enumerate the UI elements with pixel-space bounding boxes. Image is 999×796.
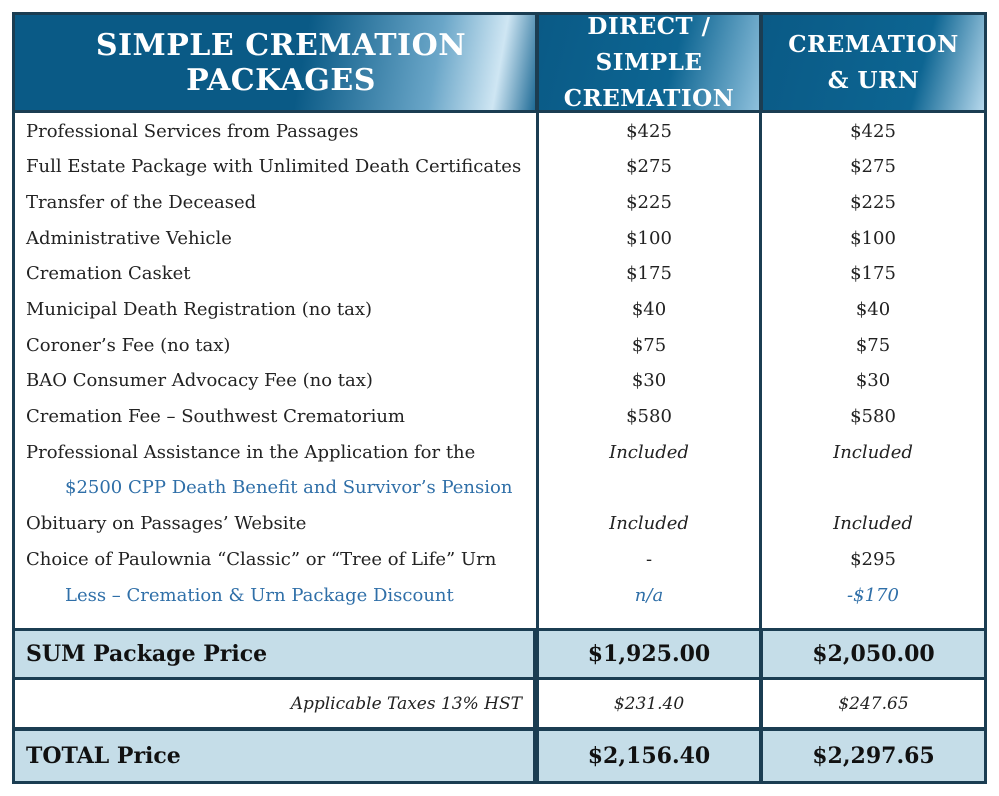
table-row: [15, 471, 984, 507]
total-value-direct-cell: [539, 731, 759, 781]
sum-value-urn-cell: [763, 631, 984, 677]
row-value-urn: $225: [850, 192, 896, 213]
table-row: [15, 222, 984, 258]
row-value-direct: $275: [626, 156, 672, 177]
table-title: SIMPLE CREMATION PACKAGES: [15, 15, 535, 110]
row-value-direct: $75: [631, 335, 667, 356]
row-value-direct: $40: [631, 299, 667, 320]
tax-value-direct: $231.40: [613, 693, 685, 714]
table-row: [15, 329, 984, 365]
column-header-line: CREMATION: [788, 30, 959, 58]
column-header-direct-cremation: [539, 12, 759, 112]
row-label: Professional Assistance in the Application for the: [26, 442, 476, 463]
table-row: [15, 436, 984, 472]
row-label: $2500 CPP Death Benefit and Survivor’s Pension: [65, 477, 513, 498]
table-row: [15, 400, 984, 436]
table-row: [15, 364, 984, 400]
tax-value-urn-cell: [763, 680, 984, 727]
row-value-direct: $580: [626, 406, 672, 427]
table-row: [15, 293, 984, 329]
row-label: Municipal Death Registration (no tax): [26, 299, 373, 320]
sum-value-direct-cell: [539, 631, 759, 677]
row-label: Less – Cremation & Urn Package Discount: [65, 585, 454, 606]
row-value-urn: $425: [850, 121, 896, 142]
table-row: [15, 543, 984, 579]
row-label: Professional Services from Passages: [26, 121, 359, 142]
total-value-urn: $2,297.65: [812, 743, 935, 769]
sum-label: SUM Package Price: [26, 641, 268, 667]
column-header-line: DIRECT / SIMPLE: [587, 12, 711, 76]
row-label: Administrative Vehicle: [26, 228, 232, 249]
row-value-direct: $30: [631, 370, 667, 391]
table-row: [15, 186, 984, 222]
row-value-direct: n/a: [634, 585, 664, 606]
tax-value-urn: $247.65: [838, 693, 909, 714]
row-label: Choice of Paulownia “Classic” or “Tree of Life” Urn: [26, 549, 497, 570]
table-row: [15, 579, 984, 615]
tax-value-direct-cell: [539, 680, 759, 727]
row-value-direct: Included: [609, 513, 689, 534]
table-row: [15, 507, 984, 543]
row-value-urn: $30: [855, 370, 891, 391]
row-label: Cremation Fee – Southwest Crematorium: [26, 406, 405, 427]
row-value-direct: $100: [626, 228, 672, 249]
total-label-cell: [15, 731, 533, 781]
row-label: Coroner’s Fee (no tax): [26, 335, 231, 356]
sum-label-cell: [15, 631, 533, 677]
row-value-urn: Included: [833, 513, 913, 534]
table-row: [15, 150, 984, 186]
row-value-urn: $100: [850, 228, 896, 249]
total-value-urn-cell: [763, 731, 984, 781]
row-value-urn: Included: [833, 442, 913, 463]
row-label: Cremation Casket: [26, 263, 191, 284]
row-value-urn: -$170: [847, 585, 899, 606]
tax-label-cell: [15, 680, 533, 727]
row-label: BAO Consumer Advocacy Fee (no tax): [26, 370, 373, 391]
row-value-urn: $175: [850, 263, 896, 284]
column-header-cremation-urn: [763, 15, 984, 110]
row-label: Transfer of the Deceased: [26, 192, 257, 213]
row-value-direct: -: [645, 549, 653, 570]
tax-label: Applicable Taxes 13% HST: [290, 693, 522, 714]
total-value-direct: $2,156.40: [587, 743, 711, 769]
pricing-table: [12, 12, 987, 784]
row-value-direct: Included: [609, 442, 689, 463]
sum-value-direct: $1,925.00: [587, 641, 711, 667]
line-items: [15, 113, 984, 628]
row-value-urn: $275: [850, 156, 896, 177]
row-value-urn: $75: [855, 335, 891, 356]
column-header-line: CREMATION: [563, 84, 735, 112]
row-label: Full Estate Package with Unlimited Death Certificates: [26, 156, 522, 177]
row-label: Obituary on Passages’ Website: [26, 513, 307, 534]
table-row: [15, 115, 984, 151]
row-value-urn: $40: [855, 299, 891, 320]
sum-value-urn: $2,050.00: [812, 641, 935, 667]
total-label: TOTAL Price: [26, 743, 181, 769]
row-value-direct: $175: [626, 263, 672, 284]
row-value-urn: $295: [850, 549, 896, 570]
table-row: [15, 257, 984, 293]
column-header-line: & URN: [827, 66, 920, 94]
row-value-direct: $225: [626, 192, 672, 213]
row-value-urn: $580: [850, 406, 896, 427]
row-value-direct: $425: [626, 121, 672, 142]
